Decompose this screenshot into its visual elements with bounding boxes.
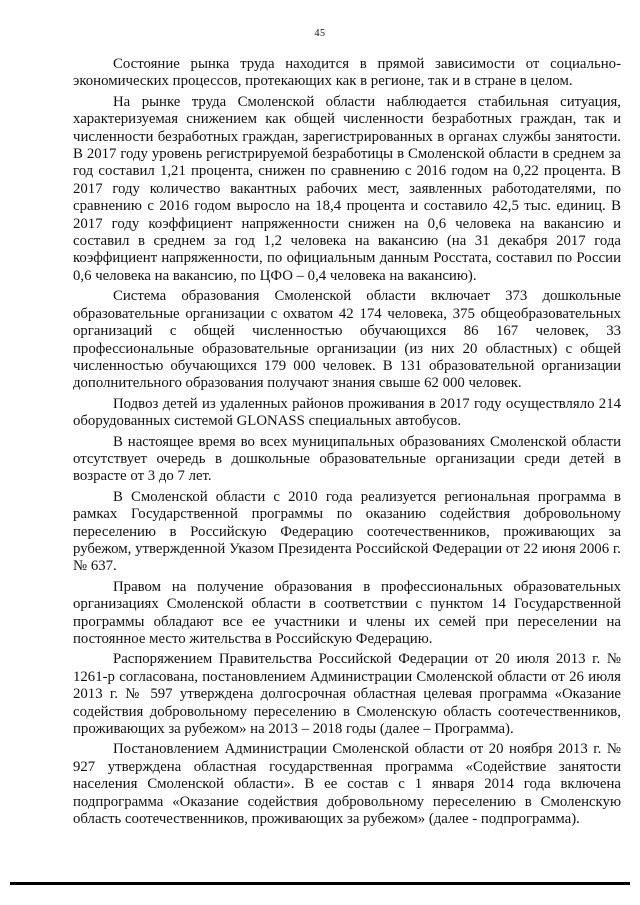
paragraph-preschool-queue: В настоящее время во всех муниципальных образованиях Смоленской области отсутствует очередь в дошкольные образовательные организации среди детей в возрасте от 3 до 7 лет. <box>73 433 621 485</box>
paragraph-school-buses: Подвоз детей из удаленных районов проживания в 2017 году осуществляло 214 оборудованных системой GLONASS специальных автобусов. <box>73 395 621 430</box>
bottom-divider <box>10 882 630 885</box>
page-number: 45 <box>314 28 326 39</box>
paragraph-labor-market-intro: Состояние рынка труда находится в прямой зависимости от социально-экономических процессов, протекающих как в регионе, так и в стране в целом. <box>73 56 621 90</box>
paragraph-administration-decree: Постановлением Администрации Смоленской области от 20 ноября 2013 г. № 927 утверждена областная государственная программа «Содействие занятости населения Смоленской области». В ее состав с 1 января 2014 года включена подпрограмма «Оказание содействия добровольному переселению в Смоленскую область соотечественников, проживающих за рубежом» (далее - подпрограмма). <box>73 741 621 828</box>
paragraph-labor-market-stats: На рынке труда Смоленской области наблюдается стабильная ситуация, характеризуемая снижением как общей численности безработных граждан, так и численности безработных граждан, зарегистрированных в органах службы занятости. В 2017 году уровень регистрируемой безработицы в Смоленской области в среднем за год составил 1,21 процента, снижен по сравнению с 2016 годом на 0,22 процента. В 2017 году количество вакантных рабочих мест, заявленных работодателями, по сравнению с 2016 годом выросло на 18,4 процента и составило 42,5 тыс. единиц. В 2017 году коэффициент напряженности снижен на 0,6 человека на вакансию и составил в среднем за год 1,2 человека на вакансию (на 31 декабря 2017 года коэффициент напряженности, по официальным данным Росстата, составил по России 0,6 человека на вакансию, по ЦФО – 0,4 человека на вакансию). <box>73 93 621 284</box>
paragraph-right-to-education: Правом на получение образования в профессиональных образовательных организациях Смоленской области в соответствии с пунктом 14 Государственной программы обладают все ее участники и члены их семей при переселении на постоянное место жительства в Российскую Федерацию. <box>73 578 621 647</box>
document-body <box>73 56 621 831</box>
paragraph-government-order: Распоряжением Правительства Российской Федерации от 20 июля 2013 г. № 1261-р согласована, постановлением Администрации Смоленской области от 26 июля 2013 г. № 597 утверждена долгосрочная областная целевая программа «Оказание содействия добровольному переселению в Смоленскую область соотечественников, проживающих за рубежом» на 2013 – 2018 годы (далее – Программа). <box>73 651 621 738</box>
paragraph-education-system: Система образования Смоленской области включает 373 дошкольные образовательные организации с охватом 42 174 человека, 375 общеобразовательных организаций с общей численностью обучающихся 86 167 человек, 33 профессиональные образовательные организации (из них 20 областных) с общей численностью обучающихся 179 000 человек. В 131 образовательной организации дополнительного образования получают знания свыше 62 000 человек. <box>73 288 621 392</box>
paragraph-resettlement-program: В Смоленской области с 2010 года реализуется региональная программа в рамках Государственной программы по оказанию содействия добровольному переселению в Российскую Федерацию соотечественников, проживающих за рубежом, утвержденной Указом Президента Российской Федерации от 22 июня 2006 г. № 637. <box>73 488 621 575</box>
